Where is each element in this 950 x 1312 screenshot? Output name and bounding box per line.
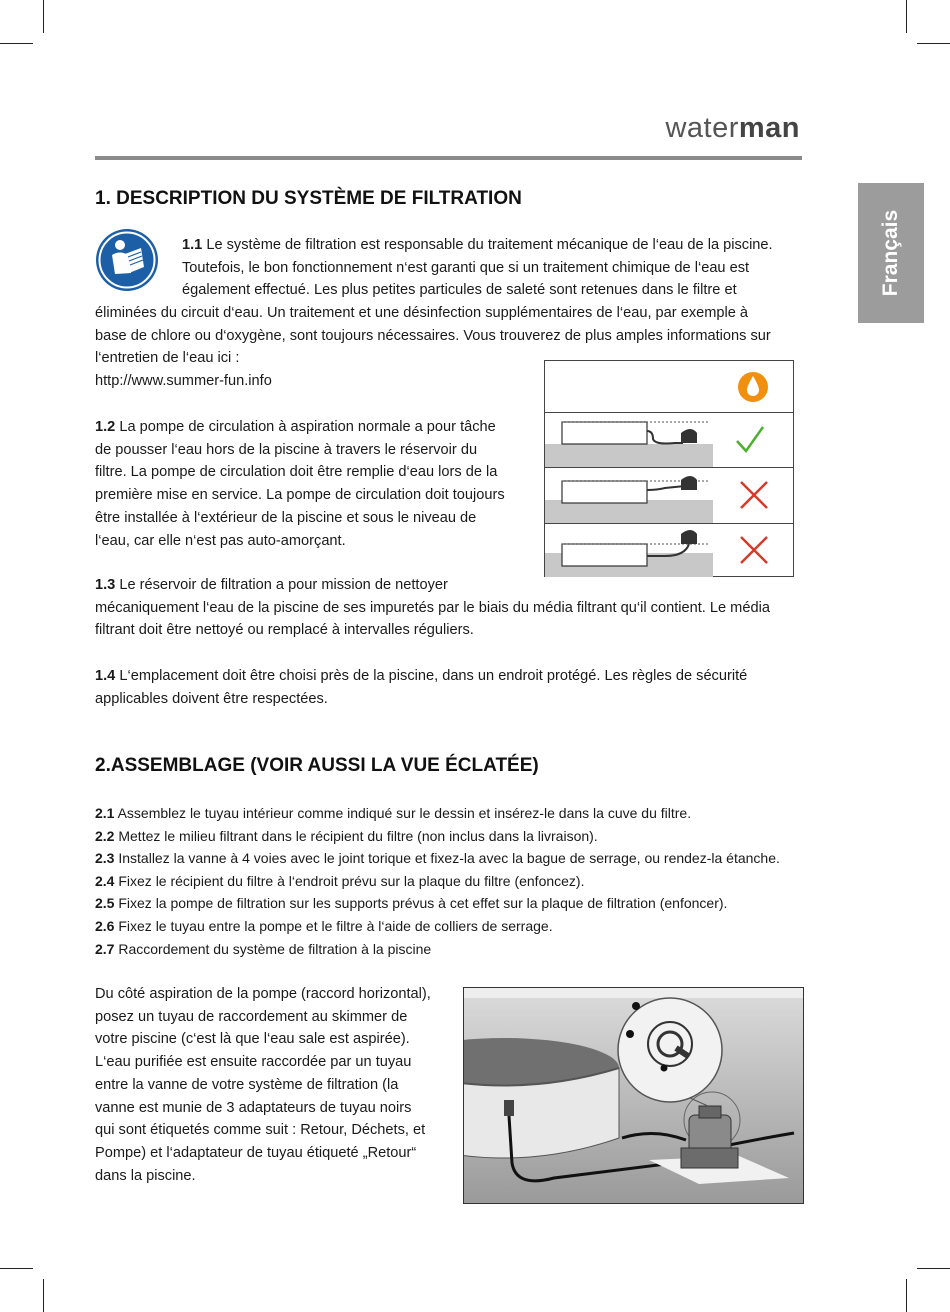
para-line: L‘emplacement doit être choisi près de la piscine, dans un endroit protégé. Les règles de sécurité <box>115 668 748 684</box>
crop-mark <box>917 43 950 44</box>
pump-placement-figure <box>544 360 794 577</box>
para-line: l‘entretien de l‘eau ici : <box>95 350 240 367</box>
step-number: 2.3 <box>95 850 115 867</box>
check-icon <box>737 427 763 451</box>
brand-logo <box>665 112 800 145</box>
para-line: entre la vanne de votre système de filtration (la <box>95 1076 399 1093</box>
para-line: Le système de filtration est responsable du traitement mécanique de l‘eau de la piscine. <box>202 237 773 253</box>
para-line: Du côté aspiration de la pompe (raccord horizontal), <box>95 986 431 1002</box>
placement-row-too-high <box>545 467 793 524</box>
para-number: 1.1 <box>182 237 203 253</box>
para-line: applicables doivent être respectées. <box>95 690 328 707</box>
step-number: 2.1 <box>95 805 115 821</box>
illustration-drawing <box>464 988 803 1203</box>
para-line: posez un tuyau de raccordement au skimmer de <box>95 1008 408 1025</box>
cross-icon <box>741 537 767 563</box>
para-number: 1.2 <box>95 419 116 435</box>
step-text: Fixez la pompe de filtration sur les supports prévus à cet effet sur la plaque de filtration (enfoncer). <box>114 895 728 912</box>
placement-row-inside <box>545 523 793 577</box>
paragraph-1-3 <box>95 574 770 642</box>
para-number: 1.3 <box>95 577 116 593</box>
para-line: première mise en service. La pompe de circulation doit toujours <box>95 487 505 504</box>
step-text: Assemblez le tuyau intérieur comme indiqué sur le dessin et insérez-le dans la cuve du filtre. <box>114 805 692 821</box>
step-text: Fixez le tuyau entre la pompe et le filtre à l‘aide de colliers de serrage. <box>114 917 553 934</box>
para-line: La pompe de circulation à aspiration normale a pour tâche <box>115 419 496 435</box>
para-line: mécaniquement l‘eau de la piscine de ses impuretés par le biais du média filtrant qu‘il contient. Le média <box>95 599 770 616</box>
para-line: dans la piscine. <box>95 1167 196 1184</box>
crop-mark <box>917 1268 950 1269</box>
crop-mark <box>906 0 907 33</box>
step-item <box>95 870 780 893</box>
step-item <box>95 938 780 961</box>
para-line: Toutefois, le bon fonctionnement n‘est garanti que si un traitement chimique de l‘eau est <box>182 259 750 276</box>
step-number: 2.2 <box>95 827 115 844</box>
para-line: être installée à l‘extérieur de la piscine et sous le niveau de <box>95 509 477 526</box>
crop-mark <box>43 1279 44 1312</box>
step-text: Fixez le récipient du filtre à l‘endroit prévu sur la plaque du filtre (enfoncez). <box>114 872 585 889</box>
step-item <box>95 802 780 825</box>
website-link[interactable]: http://www.summer-fun.info <box>95 373 272 390</box>
placement-row-ok <box>545 412 793 468</box>
para-line: filtre. La pompe de circulation doit être remplie d‘eau lors de la <box>95 464 498 481</box>
step-text: Installez la vanne à 4 voies avec le joint torique et fixez-la avec la bague de serrage, ou rendez-la étanche. <box>114 850 780 867</box>
step-text: Raccordement du système de filtration à la piscine <box>114 940 432 957</box>
placement-drawing <box>545 468 793 524</box>
water-drop-icon <box>737 369 769 405</box>
para-line: votre piscine (c‘est là que l‘eau sale est aspirée). <box>95 1031 410 1048</box>
brand-light-text: water <box>665 112 739 144</box>
paragraph-1-1 <box>182 234 773 302</box>
placement-drawing <box>545 413 793 468</box>
crop-mark <box>43 0 44 33</box>
paragraph-1-2 <box>95 416 505 552</box>
para-line: qui sont étiquetés comme suit : Retour, Déchets, et <box>95 1122 426 1139</box>
para-line: l‘eau, car elle n‘est pas auto-amorçant. <box>95 532 346 549</box>
pool-connection-illustration <box>463 987 804 1204</box>
paragraph-1-4 <box>95 665 747 710</box>
step-text: Mettez le milieu filtrant dans le récipient du filtre (non inclus dans la livraison). <box>114 827 598 844</box>
brand-bold-text: man <box>738 112 800 144</box>
header-rule <box>95 156 802 160</box>
step-number: 2.4 <box>95 872 115 889</box>
step-item <box>95 892 780 915</box>
step-item <box>95 847 780 870</box>
connection-paragraph <box>95 983 431 1187</box>
cross-icon <box>741 482 767 508</box>
crop-mark <box>0 43 33 44</box>
para-line: filtrant doit être nettoyé ou remplacé à intervalles réguliers. <box>95 622 474 639</box>
crop-mark <box>0 1268 33 1269</box>
para-line: vanne est munie de 3 adaptateurs de tuyau noirs <box>95 1099 412 1116</box>
step-item <box>95 825 780 848</box>
para-number: 1.4 <box>95 668 116 684</box>
step-item <box>95 915 780 938</box>
para-line: base de chlore ou d‘oxygène, sont toujours nécessaires. Vous trouverez de plus amples informations sur <box>95 327 771 344</box>
step-number: 2.7 <box>95 940 115 957</box>
step-number: 2.6 <box>95 917 115 934</box>
para-line: L‘eau purifiée est ensuite raccordée par un tuyau <box>95 1054 412 1071</box>
assembly-steps <box>95 802 780 960</box>
section1-title: 1. DESCRIPTION DU SYSTÈME DE FILTRATION <box>95 188 522 209</box>
para-line: Pompe) et l‘adaptateur de tuyau étiqueté „Retour“ <box>95 1144 417 1161</box>
language-label: Français <box>879 209 902 297</box>
para-line: Le réservoir de filtration a pour mission de nettoyer <box>115 577 448 593</box>
language-tab <box>858 183 924 323</box>
para-line: de pousser l‘eau hors de la piscine à travers le réservoir du <box>95 441 478 458</box>
step-number: 2.5 <box>95 895 115 912</box>
section2-title: 2.ASSEMBLAGE (VOIR AUSSI LA VUE ÉCLATÉE) <box>95 755 539 776</box>
placement-drawing <box>545 524 793 577</box>
para-line: éliminées du circuit d‘eau. Un traitement et une désinfection supplémentaires de l‘eau, par exemple à <box>95 305 749 321</box>
crop-mark <box>906 1279 907 1312</box>
read-manual-icon <box>95 228 159 292</box>
para-line: également effectué. Les plus petites particules de saleté sont retenues dans le filtre et <box>182 282 737 299</box>
